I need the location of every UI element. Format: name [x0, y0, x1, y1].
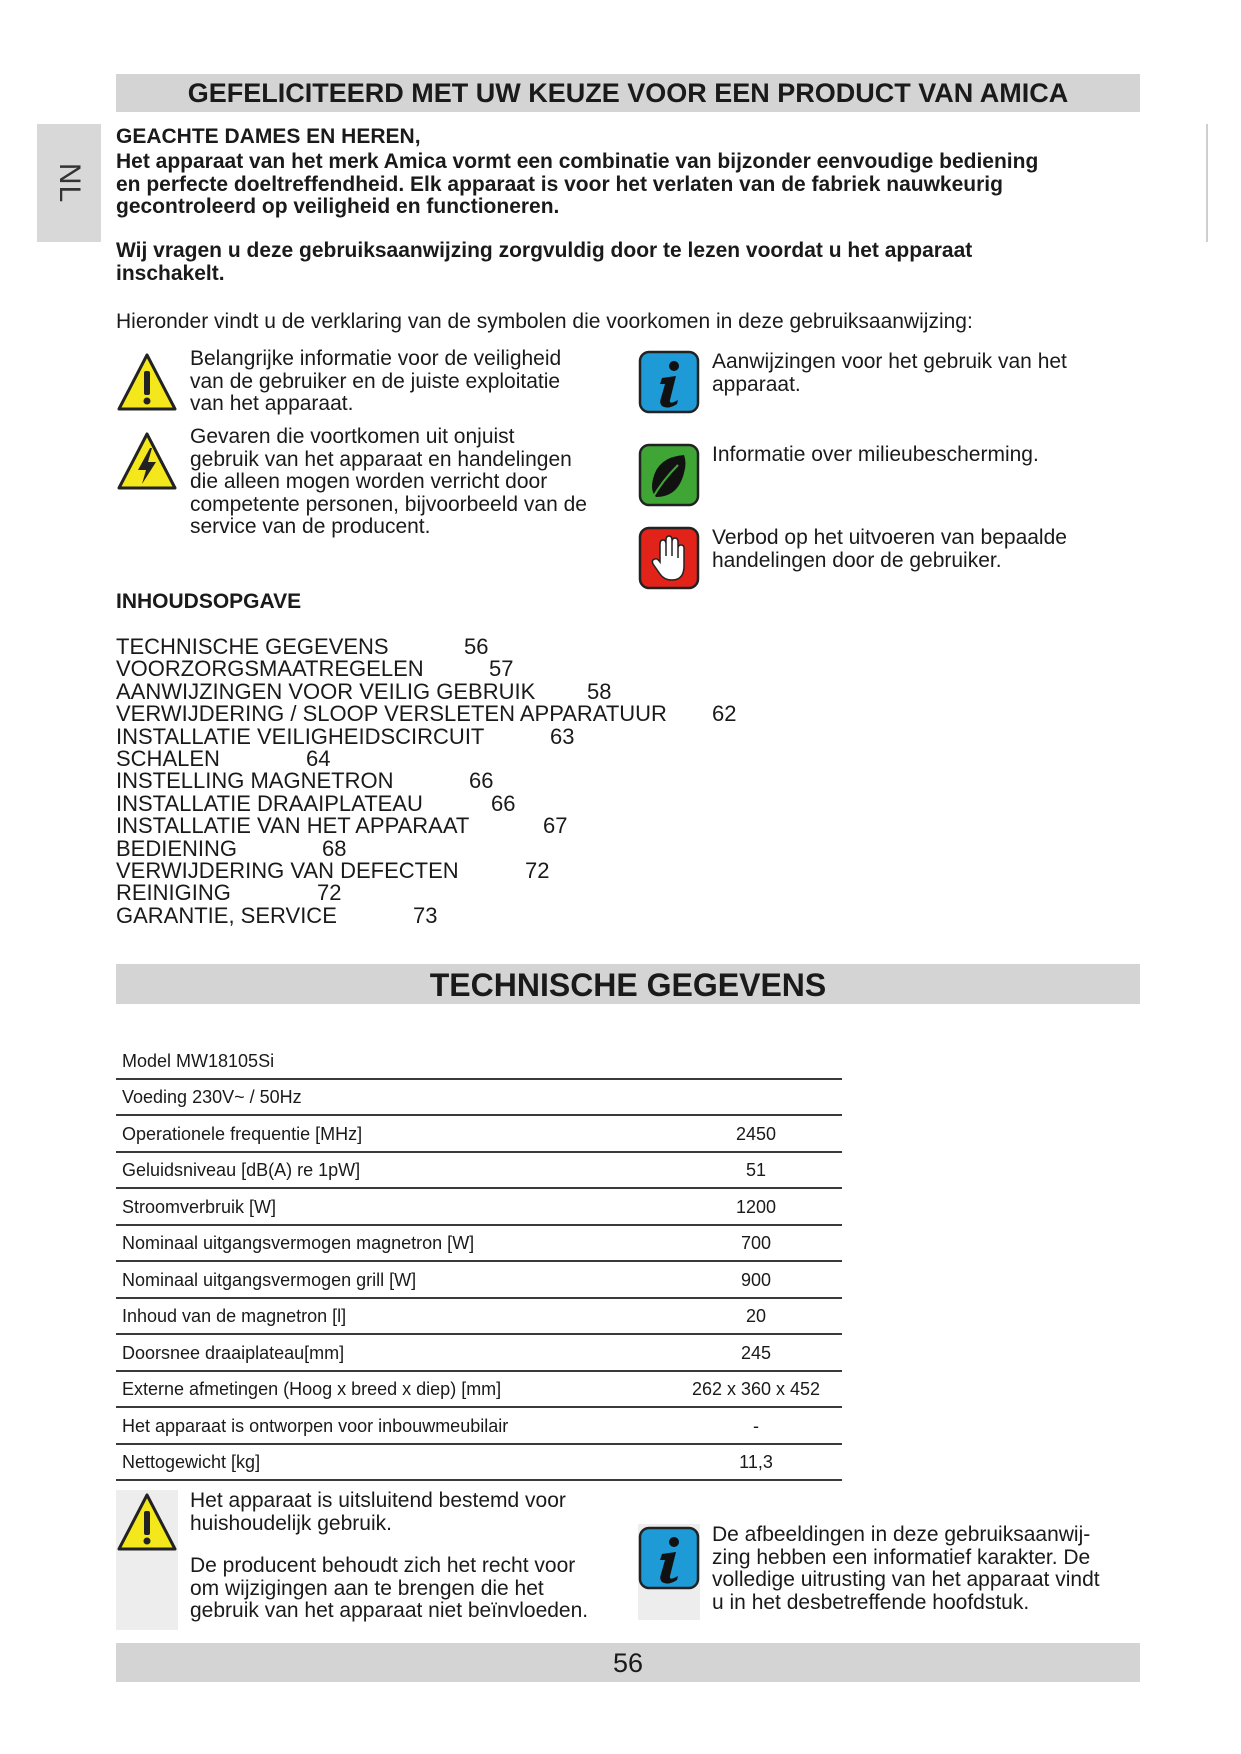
spec-value: 2450	[735, 1123, 777, 1144]
note-line: De producent behoudt zich het recht voor	[190, 1554, 576, 1577]
spec-table	[116, 1043, 842, 1481]
note-line: volledige uitrusting van het apparaat vindt	[712, 1568, 1100, 1591]
warning-triangle-icon	[116, 351, 178, 413]
table-row	[116, 1226, 842, 1263]
intro-paragraph-2	[116, 240, 1136, 285]
spec-value: 262 x 360 x 452	[691, 1379, 821, 1399]
spec-label: Inhoud van de magnetron [l]	[122, 1306, 347, 1326]
note-info-text	[712, 1524, 1100, 1614]
table-row	[116, 1080, 842, 1117]
table-row	[116, 1408, 842, 1445]
toc-item-title: SCHALEN	[116, 745, 220, 771]
toc-item-page: 73	[413, 902, 438, 928]
symbol-line: Aanwijzingen voor het gebruik van het	[712, 350, 1067, 373]
language-tab-label: NL	[53, 162, 86, 204]
symbol-danger-text	[190, 426, 587, 539]
toc-item-page: 68	[322, 835, 347, 861]
hand-stop-icon	[638, 526, 700, 590]
symbol-line: van het apparaat.	[190, 392, 354, 415]
symbol-line: Verbod op het uitvoeren van bepaalde	[712, 526, 1067, 549]
symbol-line: van de gebruiker en de juiste exploitatie	[190, 369, 561, 393]
toc-item-title: INSTALLATIE DRAAIPLATEAU	[116, 790, 423, 816]
symbol-line: service van de producent.	[190, 515, 431, 538]
toc-item-page: 56	[464, 634, 489, 659]
toc-item-page: 58	[587, 678, 612, 704]
symbol-warning-text	[190, 348, 561, 416]
symbol-line: gebruik van het apparaat en handelingen	[190, 447, 572, 471]
note-line: De afbeeldingen in deze gebruiksaanwij-	[712, 1523, 1091, 1546]
spec-value: 11,3	[739, 1452, 773, 1472]
table-row	[116, 1043, 842, 1080]
spec-label: Doorsnee draaiplateau[mm]	[122, 1342, 345, 1363]
info-icon	[638, 1526, 700, 1590]
table-row	[116, 1116, 842, 1153]
table-row	[116, 1445, 842, 1482]
toc-item-title: VERWIJDERING VAN DEFECTEN	[116, 857, 459, 883]
side-divider	[1206, 124, 1208, 242]
symbol-line: Informatie over milieubescherming.	[712, 443, 1039, 466]
toc-item-page: 66	[491, 790, 516, 816]
toc-item-title: INSTELLING MAGNETRON	[116, 768, 394, 794]
note-line: gebruik van het apparaat niet beïnvloeden.	[190, 1599, 589, 1622]
leaf-icon	[638, 443, 700, 507]
toc-item-title: VERWIJDERING / SLOOP VERSLETEN APPARATUUR	[116, 701, 667, 727]
lightning-triangle-icon	[116, 430, 178, 492]
symbol-line: Gevaren die voortkomen uit onjuist	[190, 425, 515, 448]
note-line: u in het desbetreffende hoofdstuk.	[712, 1590, 1030, 1614]
spec-label: Geluidsniveau [dB(A) re 1pW]	[122, 1160, 361, 1180]
note-line: Het apparaat is uitsluitend bestemd voor	[190, 1489, 566, 1512]
intro-line: inschakelt.	[116, 261, 225, 285]
symbol-line: handelingen door de gebruiker.	[712, 548, 1002, 572]
spec-value: 1200	[735, 1196, 777, 1217]
spec-label: Nettogewicht [kg]	[122, 1452, 261, 1472]
symbol-forbidden-text	[712, 527, 1067, 572]
intro-line: Wij vragen u deze gebruiksaanwijzing zorgvuldig door te lezen voordat u het apparaat	[116, 239, 973, 262]
toc-item-title: AANWIJZINGEN VOOR VEILIG GEBRUIK	[116, 678, 536, 704]
tech-section-title: TECHNISCHE GEGEVENS	[116, 964, 1140, 1004]
spec-label: Model MW18105Si	[122, 1050, 275, 1071]
table-row	[116, 1189, 842, 1226]
table-row	[116, 1153, 842, 1190]
language-tab	[37, 124, 101, 242]
toc-item-title: BEDIENING	[116, 835, 238, 861]
spec-label: Het apparaat is ontworpen voor inbouwmeubilair	[122, 1415, 509, 1436]
intro-line: en perfecte doeltreffendheid. Elk apparaat is voor het verlaten van de fabriek nauwkeurig	[116, 172, 1003, 196]
symbol-line: Belangrijke informatie voor de veiligheid	[190, 347, 562, 370]
toc-item-page: 66	[469, 768, 494, 794]
toc-item-title: TECHNISCHE GEGEVENS	[116, 634, 389, 659]
toc-item-title: REINIGING	[116, 880, 231, 906]
toc-item-page: 57	[489, 656, 514, 682]
toc-item-page: 63	[550, 723, 575, 749]
note-line: om wijzigingen aan te brengen die het	[190, 1576, 544, 1600]
intro-line: Het apparaat van het merk Amica vormt een combinatie van bijzonder eenvoudige bediening	[116, 150, 1039, 173]
spec-label: Stroomverbruik [W]	[122, 1196, 277, 1217]
table-row	[116, 1372, 842, 1409]
toc-title: INHOUDSOPGAVE	[116, 590, 302, 613]
symbol-line: apparaat.	[712, 372, 801, 396]
toc-item-page: 64	[306, 745, 331, 771]
table-row	[116, 1299, 842, 1336]
spec-label: Operationele frequentie [MHz]	[122, 1123, 363, 1144]
spec-value: 700	[740, 1233, 772, 1253]
toc-item-page: 72	[317, 880, 342, 906]
page-number: 56	[116, 1643, 1140, 1682]
spec-label: Voeding 230V~ / 50Hz	[122, 1087, 302, 1107]
symbol-eco-text	[712, 444, 1039, 467]
toc-item-page: 62	[712, 701, 737, 727]
note-spacer	[190, 1535, 588, 1555]
table-row	[116, 1335, 842, 1372]
table-row	[116, 1262, 842, 1299]
info-icon	[638, 350, 700, 414]
spec-label: Nominaal uitgangsvermogen grill [W]	[122, 1269, 417, 1290]
symbols-intro: Hieronder vindt u de verklaring van de symbolen die voorkomen in deze gebruiksaanwijzing:	[116, 310, 973, 333]
spec-value: -	[753, 1415, 759, 1436]
spec-value: 20	[745, 1306, 767, 1326]
intro-greeting: GEACHTE DAMES EN HEREN,	[116, 125, 421, 148]
spec-value: 51	[745, 1160, 767, 1180]
note-line: zing hebben een informatief karakter. De	[712, 1545, 1091, 1569]
symbol-line: die alleen mogen worden verricht door	[190, 470, 548, 493]
spec-label: Externe afmetingen (Hoog x breed x diep) [mm]	[122, 1379, 502, 1399]
spec-label: Nominaal uitgangsvermogen magnetron [W]	[122, 1233, 475, 1253]
spec-value: 245	[740, 1342, 772, 1363]
spec-value: 900	[740, 1269, 772, 1290]
toc-item-title: INSTALLATIE VEILIGHEIDSCIRCUIT	[116, 723, 485, 749]
warning-triangle-icon	[116, 1491, 178, 1553]
toc-item-title: INSTALLATIE VAN HET APPARAAT	[116, 813, 470, 839]
toc-item-title: VOORZORGSMAATREGELEN	[116, 656, 424, 682]
intro-paragraph-1	[116, 151, 1136, 219]
symbol-info-text	[712, 351, 1067, 396]
symbol-line: competente personen, bijvoorbeeld van de	[190, 492, 587, 516]
toc-item-page: 72	[525, 857, 550, 883]
toc-item-page: 67	[543, 813, 568, 839]
intro-line: gecontroleerd op veiligheid en functioneren.	[116, 195, 560, 218]
note-line: huishoudelijk gebruik.	[190, 1511, 392, 1535]
header-title: GEFELICITEERD MET UW KEUZE VOOR EEN PRODUCT VAN AMICA	[116, 74, 1140, 112]
toc-item-title: GARANTIE, SERVICE	[116, 902, 337, 928]
note-warning-text	[190, 1490, 588, 1623]
